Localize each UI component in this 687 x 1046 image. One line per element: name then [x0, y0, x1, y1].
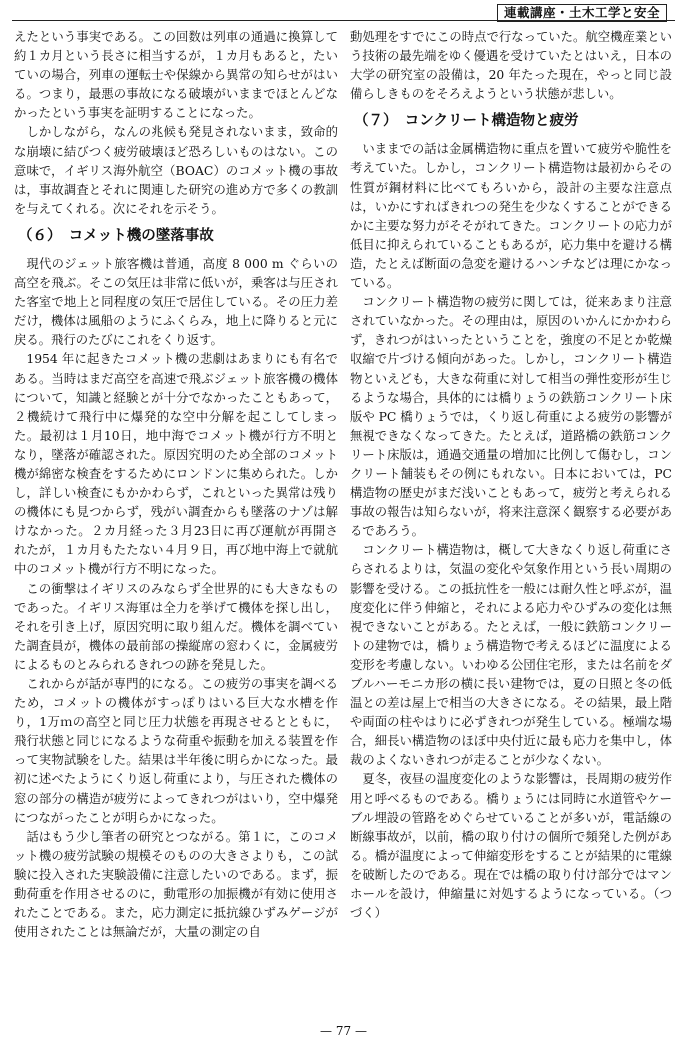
paragraph: 1954 年に起きたコメット機の悲劇はあまりにも有名である。当時はまだ高空を高速で飛ぶジェット旅客機の機体について，知識と経験とが十分でなかったこともあって，２機続けて飛行中に爆発的な空中分解を起こしてしまった。最初は１月10日，地中海でコメット機が行方不明となり，墜落が確認された。原因究明のため全部のコメット機が綿密な検査をするためにロンドンに集められた。しかし，詳しい検査にもかかわらず，これといった異常は残りの機体にも見つからず，残がい調査からも墜落のナゾは解けなかった。２カ月経った３月23日に再び運航が再開されたが，１カ月もたたない４月９日，再び地中海上で就航中のコメット機が行方不明になった。 — [14, 352, 338, 577]
paragraph: これからが話が専門的になる。この疲労の事実を調べるため，コメットの機体がすっぽりはいる巨大な水槽を作り，1万ｍの高空と同じ圧力状態を再現させるとともに，飛行状態と同じになるような荷重や振動を加える装置を作って実物試験をした。結果は半年後に明らかになった。最初に述べたようにくり返し荷重により，与圧された機体の窓の部分の構造が疲労によってきれつがはいり，空中爆発につながったことが明らかになった。 — [14, 677, 338, 825]
right-column — [350, 28, 672, 923]
section-heading: （７） コンクリート構造物と疲労 — [354, 113, 579, 130]
paragraph: コンクリート構造物は，概して大きなくり返し荷重にさらされるよりは，気温の変化や気象作用という長い周期の影響を受ける。この抵抗性を一般には耐久性と呼ぶが，温度変化に伴う伸縮と，それによる応力やひずみの変化は無視できないことがある。たとえば，一般に鉄筋コンクリートの建物では，橋りょう構造物で考えるほどに温度による変形を考慮しない。いわゆる公団住宅形，または名前をダブルハーモニカ形の横に長い建物では，夏の日照と冬の低温との差は屋上で相当の大きさになる。その結果，最上階や両面の柱やはりに必ずきれつが発生している。極端な場合，細長い構造物のほぼ中央付近に最も応力を集中し，体裁のよくないきれつが走ることが少なくない。 — [350, 543, 672, 768]
paragraph: 動処理をすでにこの時点で行なっていた。航空機産業という技術の最先端をゆく優遇を受けていたとはいえ，日本の大学の研究室の設備は，20 年たった現在，やっと同じ設備らしきものをそろえようという状態が悲しい。 — [350, 30, 672, 102]
paragraph: 夏冬，夜昼の温度変化のような影響は，長周期の疲労作用と呼べるものである。橋りょうには同時に水道管やケーブル埋設の管路をめぐらせていることが多いが，電話線の断線事故が，以前，橋の取り付けの個所で頻発した例がある。橋が温度によって伸縮変形をすることが結果的に電線を破断したのである。現在では橋の取り付け部分ではマンホールを設け，伸縮量に対処するようになっている。（つづく） — [350, 772, 672, 921]
paragraph: 現代のジェット旅客機は普通，高度 8 000 m ぐらいの高空を飛ぶ。そこの気圧は非常に低いが，乗客は与圧された客室で地上と同程度の気圧で居住している。その圧力差だけ，機体は風船のようにふくらみ，地上に降りると元に戻る。飛行のたびにこれをくり返す。 — [14, 256, 338, 348]
left-column — [14, 28, 338, 942]
paragraph: 話はもう少し筆者の研究とつながる。第１に，このコメット機の疲労試験の規模そのものの大きさよりも，この試験に投入された実験設備に注意したいのである。まず，振動荷重を作用させるのに，動電形の加振機が有効に使用されたことである。また，応力測定に抵抗線ひずみゲージが使用されたことは無論だが，大量の測定の自 — [14, 829, 338, 940]
paragraph: しかしながら，なんの兆候も発見されないまま，致命的な崩壊に結びつく疲労破壊ほど恐ろしいものはない。この意味で，イギリス海外航空（BOAC）のコメット機の事故は，事故調査とそれに関連した研究の進め方で多くの教訓を与えてくれる。次にそれを示そう。 — [14, 125, 338, 216]
section-heading: （６） コメット機の墜落事故 — [18, 227, 214, 244]
running-head: 連載講座・土木工学と安全 — [497, 4, 667, 22]
page-number: — 77 — — [320, 1024, 367, 1038]
paragraph: いままでの話は金属構造物に重点を置いて疲労や脆性を考えていた。しかし，コンクリート構造物は最初からその性質が鋼材料に比べてもろいから，設計の主要な注意点は，いかにすればきれつの発生を少なくすることができるかに主要な努力がそそがれてきた。コンクリートの応力が低目に抑えられていることもあるが，応力集中を避ける構造，たとえば断面の急変を避けるハンチなどは理にかなっている。 — [350, 142, 672, 291]
paragraph: この衝撃はイギリスのみならず全世界的にも大きなものであった。イギリス海軍は全力を挙げて機体を探し出し，それを引き上げ，原因究明に取り組んだ。機体を調べていた調査員が，機体の最前部の操縦席の窓わくに，金属疲労によるものとみられるきれつの跡を発見した。 — [14, 581, 338, 672]
header-rule — [12, 20, 675, 21]
paragraph: コンクリート構造物の疲労に関しては，従来あまり注意されていなかった。その理由は，原因のいかんにかかわらず，きれつがはいったということを，強度の不足とか乾燥収縮で片づける傾向があった。しかし，コンクリート構造物といえども，大きな荷重に対して相当の弾性変形が生じるような場合，具体的には橋りょうの鉄筋コンクリート床版や PC 橋りょうでは，くり返し荷重による疲労の影響が無視できなくなってきた。たとえば，道路橋の鉄筋コンクリート床版は，通過交通量の増加に比例して傷むし，コンクリート舗装もその例にもれない。日本においては，PC 構造物の歴史がまだ浅いこともあって，疲労と考えられる事故の報告は知らないが，将来注意深く観察する必要があるであろう。 — [350, 295, 672, 539]
paragraph: えたという事実である。この回数は列車の通過に換算して約１カ月という長さに相当するが，１カ月もあると，たいていの場合，列車の運転士や保線から異常の知らせがはいる。つまり，最悪の事故になる破壊がいままでほとんどなかったという事実を証明することになった。 — [14, 30, 338, 121]
